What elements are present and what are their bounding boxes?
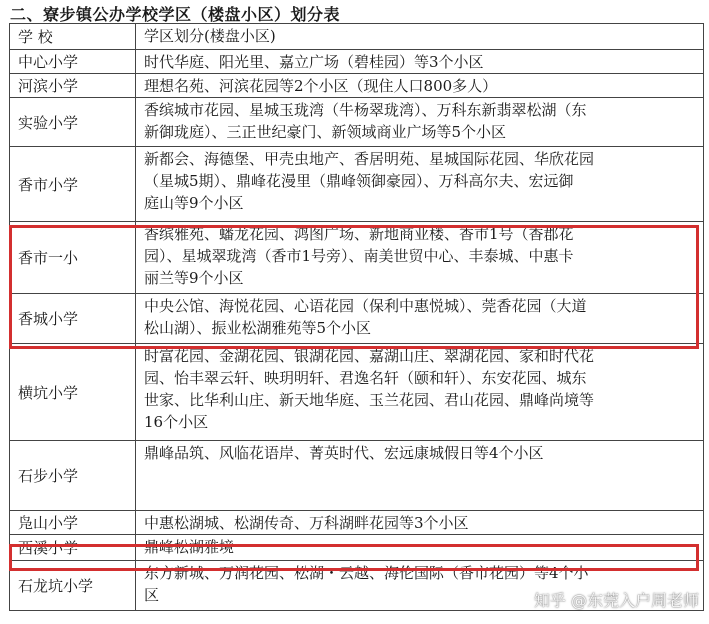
school-name: 凫山小学: [10, 511, 136, 534]
district-cell: [136, 147, 703, 221]
table-row: [10, 97, 703, 146]
table-row: [10, 343, 703, 440]
district-line: 园、怡丰翠云轩、映玥明轩、君逸名轩（颐和轩）、东安花园、城东: [144, 369, 587, 387]
district-line: 新都会、海德堡、甲壳虫地产、香居明苑、星城国际花园、华欣花园: [144, 150, 595, 168]
table-row: [10, 440, 703, 510]
school-name: 西溪小学: [10, 535, 136, 560]
table-row: [10, 510, 703, 534]
district-cell: [136, 344, 703, 440]
document-title: 二、寮步镇公办学校学区（楼盘小区）划分表: [10, 5, 341, 24]
school-name: 横坑小学: [10, 344, 136, 440]
school-name: 香市一小: [10, 222, 136, 293]
district-line: 松山湖）、振业松湖雅苑等5个小区: [144, 319, 372, 337]
table-row: [10, 49, 703, 73]
district-line: 时代华庭、阳光里、嘉立广场（碧桂园）等3个小区: [144, 53, 484, 71]
school-name: 实验小学: [10, 98, 136, 146]
district-line: 园）、星城翠珑湾（香市1号旁）、南美世贸中心、丰泰城、中惠卡: [144, 247, 574, 265]
school-name: 中心小学: [10, 50, 136, 73]
district-line: 中惠松湖城、松湖传奇、万科湖畔花园等3个小区: [144, 514, 469, 532]
district-cell: [136, 222, 703, 293]
school-district-table: [9, 23, 704, 611]
district-line: 时富花园、金湖花园、银湖花园、嘉湖山庄、翠湖花园、家和时代花: [144, 347, 595, 365]
district-line: 新御珑庭）、三正世纪豪门、新领域商业广场等5个小区: [144, 123, 507, 141]
school-name: 石步小学: [10, 441, 136, 510]
watermark: 知乎 @东莞入户周老师: [533, 591, 699, 610]
district-line: （星城5期）、鼎峰花漫里（鼎峰领御豪园）、万科高尔夫、宏远御: [144, 172, 574, 190]
district-line: 中央公馆、海悦花园、心语花园（保利中惠悦城）、莞香花园（大道: [144, 297, 587, 315]
district-line: 丽兰等9个小区: [144, 269, 244, 287]
district-line: 香缤雅苑、蟠龙花园、鸿图广场、新地商业楼、香市1号（香郡花: [144, 225, 574, 243]
district-line: 区: [144, 586, 160, 604]
table-row: [10, 73, 703, 97]
district-line: 香缤城市花园、星城玉珑湾（牛杨翠珑湾）、万科东新翡翠松湖（东: [144, 101, 587, 119]
district-cell: [136, 74, 703, 97]
district-line: 鼎峰松湖雅境: [144, 538, 235, 556]
district-line: 东方新城、万润花园、松湖・云越、海伦国际（香市花园）等4个小: [144, 564, 589, 582]
school-name: 香城小学: [10, 294, 136, 343]
district-line: 世家、比华利山庄、新天地华庭、玉兰花园、君山花园、鼎峰尚境等: [144, 391, 595, 409]
school-name: 香市小学: [10, 147, 136, 221]
table-row: [10, 146, 703, 221]
table-row: [10, 221, 703, 293]
header-district: 学区划分(楼盘小区): [144, 27, 276, 45]
district-cell: [136, 511, 703, 534]
district-cell: [136, 294, 703, 343]
district-line: 16个小区: [144, 413, 209, 431]
school-name: 河滨小学: [10, 74, 136, 97]
district-cell: [136, 535, 703, 560]
school-name: 石龙坑小学: [10, 561, 136, 610]
table-row: [10, 293, 703, 343]
table-row: [10, 534, 703, 560]
district-line: 鼎峰品筑、风临花语岸、菁英时代、宏远康城假日等4个小区: [144, 444, 544, 462]
table-header-row: [10, 24, 703, 49]
header-school: 学 校: [10, 24, 136, 49]
district-line: 理想名苑、河滨花园等2个小区（现住人口800多人）: [144, 77, 498, 95]
district-line: 庭山等9个小区: [144, 194, 244, 212]
district-cell: [136, 50, 703, 73]
district-cell: [136, 98, 703, 146]
district-cell: [136, 441, 703, 510]
